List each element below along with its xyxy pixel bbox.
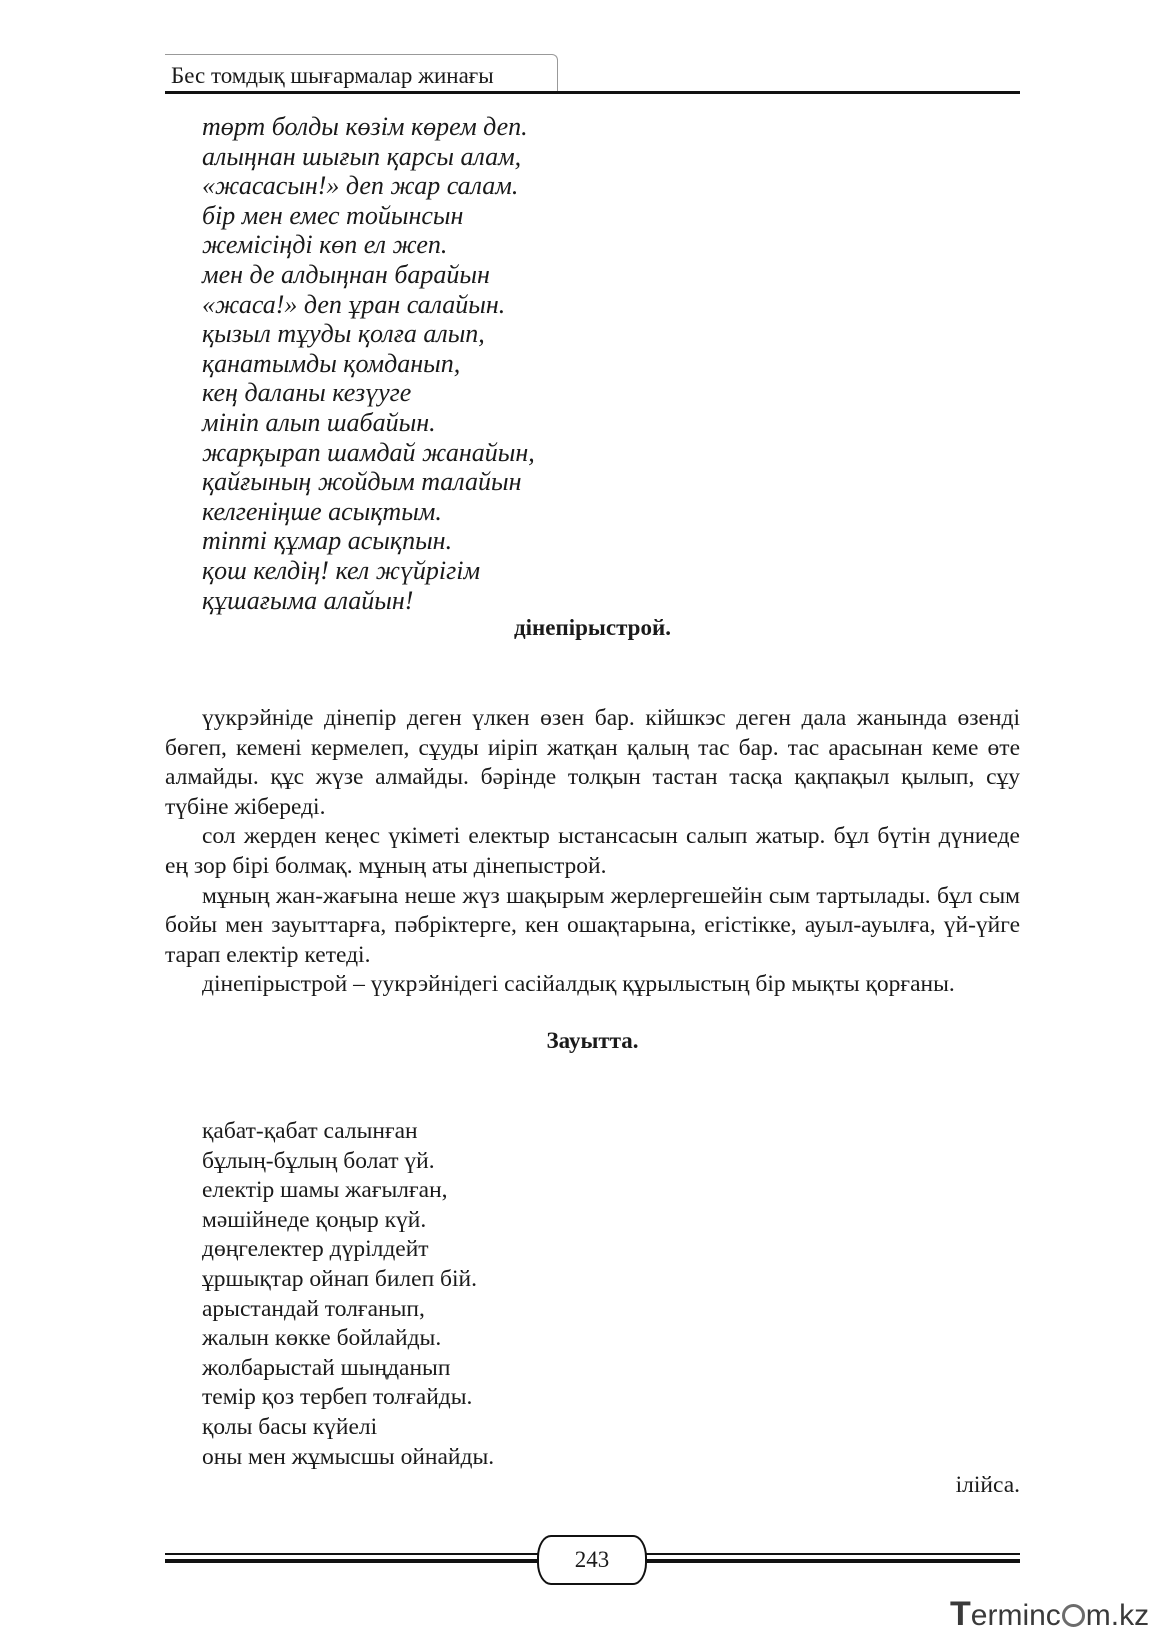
page-number: 243 — [537, 1535, 647, 1585]
poem-line: темір қоз тербеп толғайды. — [202, 1384, 473, 1411]
poem-line: құшағыма алайын! — [202, 585, 414, 615]
poem-line: жалын көкке бойлайды. — [202, 1325, 442, 1352]
poem-line: мініп алып шабайын. — [202, 407, 436, 437]
poem-line: «жаса!» деп ұран салайын. — [202, 289, 506, 319]
poem-line: жемісіңді көп ел жеп. — [202, 230, 448, 260]
section-heading-zauytta: Зауытта. — [546, 1028, 639, 1053]
book-title: Бес томдық шығармалар жинағы — [171, 63, 494, 88]
poem-line: мен де алдыңнан барайын — [202, 259, 490, 289]
poem-line: оны мен жұмысшы ойнайды. — [202, 1443, 495, 1470]
paragraph: мұның жан-жағына неше жүз шақырым жерлергешейін сым тартылады. бұл сым бойы мен зауыттарға, пәбріктерге, кен ошақтарына, егістікке, ауыл-ауылға, үй-үйге тарап електір кетеді. — [165, 882, 1020, 968]
factory-poem — [202, 1117, 802, 1472]
poem-line: келгеніңше асықтым. — [202, 496, 442, 526]
poem-line: мәшійнеде қоңыр күй. — [202, 1206, 427, 1233]
poem-line: електір шамы жағылған, — [202, 1177, 448, 1204]
italic-poem — [202, 112, 802, 615]
poem-line: дөңгелектер дүрілдейт — [202, 1236, 429, 1263]
poem-line: қызыл тұуды қолға алып, — [202, 319, 485, 349]
poem-line: арыстандай толғанып, — [202, 1295, 425, 1322]
paragraph: сол жерден кеңес үкіметі електыр ыстансасын салып жатыр. бұл бүтін дүниеде ең зор бірі болмақ. мұның аты дінепыстрой. — [165, 823, 1020, 879]
poem-line: «жасасын!» деп жар салам. — [202, 171, 519, 201]
poem-line: қанатымды қомданып, — [202, 348, 461, 378]
poem-line: қайғының жойдым талайын — [202, 467, 522, 497]
watermark-part-b: m.kz — [1085, 1599, 1150, 1632]
poem-line: тіпті құмар асықпын. — [202, 526, 453, 556]
poem-line: жарқырап шамдай жанайын, — [202, 437, 535, 467]
poem-line: қабат-қабат салынған — [202, 1118, 418, 1144]
poem-line: қолы басы күйелі — [202, 1413, 378, 1440]
header-rule — [165, 91, 1020, 94]
poem-line: кең даланы кезүуге — [202, 378, 412, 408]
poem-line: алыңнан шығып қарсы алам, — [202, 141, 522, 171]
author-signature: ілійса. — [955, 1472, 1020, 1498]
prose-section — [165, 704, 1020, 1000]
poem-line: бір мен емес тойынсын — [202, 200, 464, 230]
page-footer — [165, 1533, 1020, 1585]
section-heading-dniprostroi: дінепірыстрой. — [514, 615, 671, 640]
running-header — [165, 54, 1020, 94]
poem-line: төрт болды көзім көрем деп. — [202, 112, 528, 141]
watermark-t: T — [950, 1595, 971, 1633]
watermark-circle-icon — [1062, 1604, 1085, 1627]
paragraph: үукрэйніде дінепір деген үлкен өзен бар. кійшкэс деген дала жанында өзенді бөгеп, кемені кермелеп, сұуды иіріп жатқан қалың тас бар. тас арасынан кеме өте алмайды. құс жүзе алмайды. бәрінде толқын тастан тасқа қақпақыл қылып, сұу түбіне жібереді. — [165, 705, 1020, 820]
watermark-part-a: erminc — [970, 1599, 1061, 1632]
poem-line: қош келдің! кел жүйрігім — [202, 555, 481, 585]
paragraph: дінепірыстрой – үукрэйнідегі сасійалдық құрылыстың бір мықты қорғаны. — [202, 971, 955, 998]
poem-line: ұршықтар ойнап билеп бій. — [202, 1265, 477, 1292]
poem-line: бұлың-бұлың болат үй. — [202, 1147, 435, 1174]
poem-line: жолбарыстай шыңданып — [202, 1354, 451, 1381]
site-watermark — [950, 1596, 1150, 1632]
